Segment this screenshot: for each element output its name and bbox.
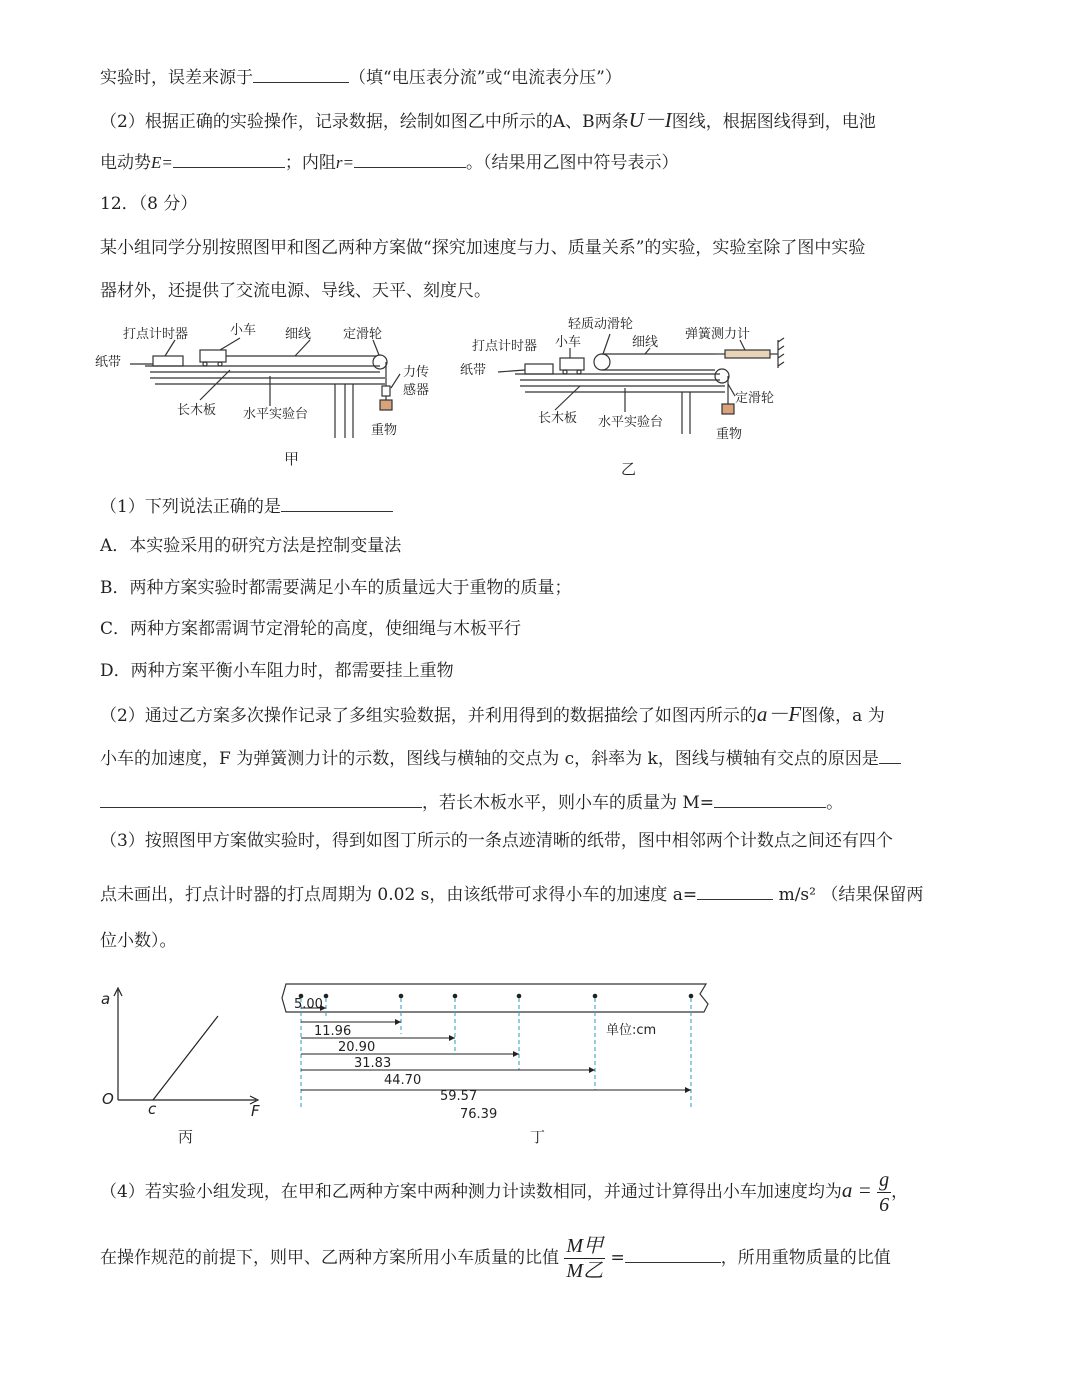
- label-sensor-1: 力传: [403, 365, 430, 380]
- label-car: 小车: [230, 323, 257, 338]
- distance-2: 11.96: [314, 1024, 352, 1039]
- acceleration-blank[interactable]: [697, 881, 773, 900]
- distance-4: 31.83: [354, 1056, 392, 1071]
- subquestion-2-line-1: （2）通过乙方案多次操作记录了多组实验数据，并利用得到的数据描绘了如图丙所示的a－F图像，a 为: [100, 702, 885, 726]
- label-tape: 纸带: [95, 355, 122, 370]
- subquestion-4-line-1: （4）若实验小组发现，在甲和乙两种方案中两种测力计读数相同，并通过计算得出小车加速度均为a = $\frac{g}{6}$ ，: [100, 1169, 909, 1216]
- resistance-blank[interactable]: [354, 149, 466, 168]
- label-timer: 打点计时器: [123, 327, 189, 342]
- answer-blank[interactable]: [100, 789, 422, 808]
- paragraph-1: 某小组同学分别按照图甲和图乙两种方案做“探究加速度与力、质量关系”的实验，实验室除了图中实验: [100, 238, 866, 258]
- label-string: 细线: [285, 327, 312, 342]
- answer-blank[interactable]: [879, 745, 901, 764]
- line-2: （2）根据正确的实验操作，记录数据，绘制如图乙中所示的A、B两条U－I图线，根据图线得到，电池: [100, 108, 876, 132]
- emf-blank[interactable]: [173, 149, 285, 168]
- label-table: 水平实验台: [243, 407, 309, 422]
- option-d[interactable]: D．两种方案平衡小车阻力时，都需要挂上重物: [100, 661, 454, 681]
- distance-5: 44.70: [384, 1073, 422, 1088]
- label-pulley: 定滑轮: [343, 327, 383, 342]
- label-pulley: 定滑轮: [735, 391, 775, 406]
- caption-ding: 丁: [530, 1128, 546, 1146]
- subquestion-3-line-3: 位小数）。: [100, 931, 177, 951]
- apparatus-figure-yi: [460, 312, 800, 462]
- g-over-6-fraction: $\frac{g}{6}$: [879, 1169, 890, 1216]
- unit-label: 单位:cm: [606, 1023, 657, 1038]
- label-car: 小车: [555, 335, 582, 350]
- label-table: 水平实验台: [598, 415, 664, 430]
- caption-yi: 乙: [621, 460, 637, 478]
- paper-tape-ding: [280, 978, 720, 1128]
- axis-a-label: a: [101, 990, 111, 1008]
- mass-ratio-fraction: $\frac{\text{M甲}}{\text{M乙}}$: [566, 1235, 604, 1282]
- question-12-heading: 12．（8 分）: [100, 194, 198, 214]
- paragraph-2: 器材外，还提供了交流电源、导线、天平、刻度尺。: [100, 281, 491, 301]
- distance-6: 59.57: [440, 1089, 478, 1104]
- option-a[interactable]: A．本实验采用的研究方法是控制变量法: [100, 536, 402, 556]
- line-3: 电动势E= ；内阻r= 。（结果用乙图中符号表示）: [100, 149, 678, 175]
- label-timer: 打点计时器: [472, 339, 538, 354]
- label-sensor-2: 感器: [403, 383, 430, 398]
- answer-blank[interactable]: [253, 64, 349, 83]
- caption-bing: 丙: [178, 1128, 194, 1146]
- subquestion-4-line-2: 在操作规范的前提下，则甲、乙两种方案所用小车质量的比值 $\frac{\text{M甲}}{\text{M乙}}$ = ，所用重物质量的比值: [100, 1235, 891, 1282]
- subquestion-1: （1）下列说法正确的是: [100, 493, 393, 519]
- line-1: 实验时，误差来源于 （填“电压表分流”或“电流表分压”）: [100, 64, 622, 90]
- a-f-graph-bing: [96, 982, 276, 1122]
- mass-ratio-blank[interactable]: [625, 1244, 721, 1263]
- label-weight: 重物: [371, 423, 398, 438]
- option-c[interactable]: C．两种方案都需调节定滑轮的高度，使细绳与木板平行: [100, 619, 522, 639]
- label-spring-scale: 弹簧测力计: [685, 327, 751, 342]
- label-tape: 纸带: [460, 363, 487, 378]
- label-board: 长木板: [177, 403, 217, 418]
- intercept-c-label: c: [148, 1100, 157, 1118]
- caption-jia: 甲: [284, 450, 300, 468]
- distance-1: 5.00: [294, 997, 323, 1012]
- label-string: 细线: [632, 335, 659, 350]
- apparatus-figure-jia: [95, 318, 445, 468]
- subquestion-3-line-2: 点未画出，打点计时器的打点周期为 0.02 s，由该纸带可求得小车的加速度 a= m/s² （结果保留两: [100, 881, 923, 907]
- label-weight: 重物: [716, 427, 743, 442]
- subquestion-2-line-3: ，若长木板水平，则小车的质量为 M= 。: [100, 789, 843, 815]
- distance-7: 76.39: [460, 1107, 498, 1122]
- label-board: 长木板: [538, 411, 578, 426]
- distance-3: 20.90: [338, 1040, 376, 1055]
- answer-blank[interactable]: [281, 493, 393, 512]
- mass-blank[interactable]: [714, 789, 826, 808]
- label-moving-pulley: 轻质动滑轮: [568, 317, 634, 332]
- subquestion-2-line-2: 小车的加速度，F 为弹簧测力计的示数，图线与横轴的交点为 c，斜率为 k，图线与横轴有交点的原因是: [100, 745, 901, 771]
- axis-f-label: F: [251, 1102, 260, 1120]
- option-b[interactable]: B．两种方案实验时都需要满足小车的质量远大于重物的质量；: [100, 578, 572, 598]
- origin-label: O: [102, 1090, 114, 1108]
- subquestion-3-line-1: （3）按照图甲方案做实验时，得到如图丁所示的一条点迹清晰的纸带，图中相邻两个计数点之间还有四个: [100, 831, 893, 851]
